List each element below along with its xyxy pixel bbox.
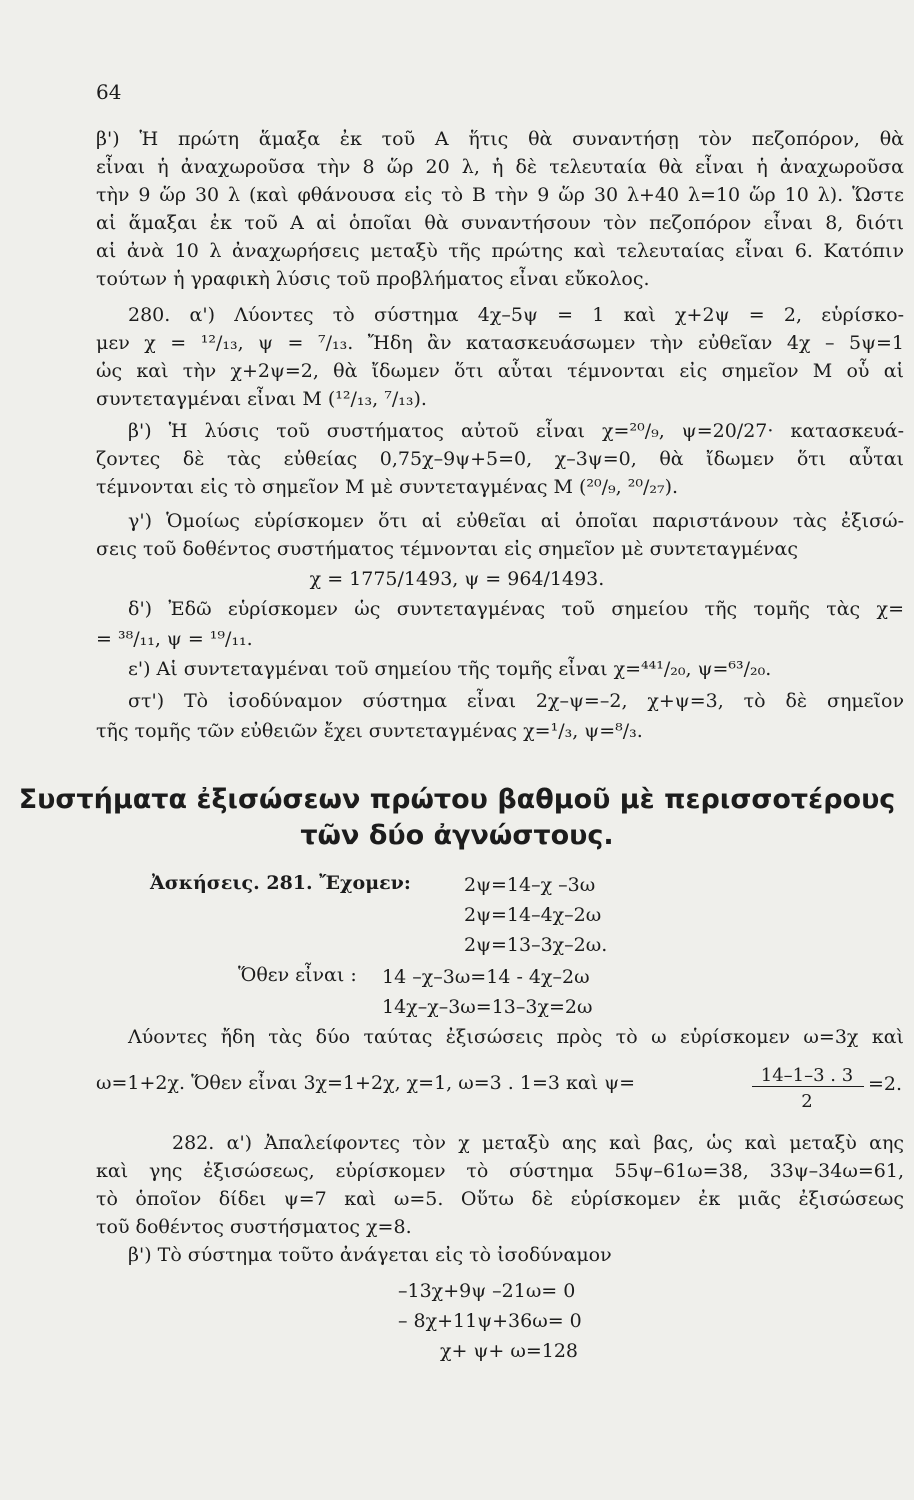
equation: 2ψ=13–3χ–2ω. [464,934,608,956]
text-line: σεις τοῦ δοθέντος συστήματος τέμνονται εἰς σημεῖον μὲ συντεταγμένας [96,538,799,560]
text-line: γ') Ὁμοίως εὑρίσκομεν ὅτι αἱ εὐθεῖαι αἱ ὁποῖαι παριστάνουν τὰς ἐξισώ- [128,510,904,532]
text-line: στ') Τὸ ἰσοδύναμον σύστημα εἶναι 2χ–ψ=–2, χ+ψ=3, τὸ δὲ σημεῖον [128,690,904,712]
exercise-280-line: 280. α') Λύοντες τὸ σύστημα 4χ–5ψ = 1 καὶ χ+2ψ = 2, εὑρίσκο- [128,304,904,326]
text-line: ζοντες δὲ τὰς εὐθείας 0,75χ–9ψ+5=0, χ–3ψ=0, θὰ ἴδωμεν ὅτι αὗται [96,448,904,470]
text-line: αἱ ἀνὰ 10 λ ἀναχωρήσεις μεταξὺ τῆς πρώτης καὶ τελευταίας εἶναι 6. Κατόπιν [96,240,904,262]
equation: 14χ–χ–3ω=13–3χ=2ω [382,996,593,1018]
text-line: Λύοντες ἤδη τὰς δύο ταύτας ἐξισώσεις πρὸς τὸ ω εὑρίσκομεν ω=3χ καὶ [128,1026,904,1048]
equation: 2ψ=14–χ –3ω [464,874,596,896]
text-line: ε') Αἱ συντεταγμέναι τοῦ σημείου τῆς τομῆς εἶναι χ=⁴⁴¹/₂₀, ψ=⁶³/₂₀. [128,658,772,680]
fraction-result: =2. [868,1073,903,1095]
text-line: β') Ἡ λύσις τοῦ συστήματος αὐτοῦ εἶναι χ=²⁰/₉, ψ=20/27· κατασκευά- [128,420,904,442]
text-line: αἱ ἅμαξαι ἐκ τοῦ Α αἱ ὁποῖαι θὰ συναντήσουν τὸν πεζοπόρον εἶναι 8, διότι [96,212,904,234]
text-line: β') Ἡ πρώτη ἅμαξα ἐκ τοῦ Α ἥτις θὰ συναντήσῃ τὸν πεζοπόρον, θὰ [96,128,904,150]
text-line: τούτων ἡ γραφικὴ λύσις τοῦ προβλήματος εἶναι εὔκολος. [96,268,650,290]
page-number: 64 [96,80,122,104]
text-line: τέμνονται εἰς τὸ σημεῖον Μ μὲ συντεταγμένας Μ (²⁰/₉, ²⁰/₂₇). [96,476,679,498]
section-heading: τῶν δύο ἀγνώστους. [300,820,614,851]
fraction-bar [752,1086,864,1087]
text-line: τὴν 9 ὥρ 30 λ (καὶ φθάνουσα εἰς τὸ Β τὴν 9 ὥρ 30 λ+40 λ=10 ὥρ 10 λ). Ὥστε [96,184,904,206]
text-line: τῆς τομῆς τῶν εὐθειῶν ἔχει συντεταγμένας χ=¹/₃, ψ=⁸/₃. [96,720,643,742]
text-line: δ') Ἐδῶ εὑρίσκομεν ὡς συντεταγμένας τοῦ σημείου τῆς τομῆς τὰς χ= [128,598,904,620]
system-equation: –13χ+9ψ –21ω= 0 [398,1280,576,1302]
exercise-282-line: 282. α') Ἀπαλείφοντες τὸν χ μεταξὺ αης καὶ βας, ὡς καὶ μεταξὺ αης [172,1132,904,1154]
text-line: συντεταγμέναι εἶναι Μ (¹²/₁₃, ⁷/₁₃). [96,388,427,410]
fraction-denominator: 2 [801,1091,813,1112]
text-line: μεν χ = ¹²/₁₃, ψ = ⁷/₁₃. Ἤδη ἂν κατασκευάσωμεν τὴν εὐθεῖαν 4χ – 5ψ=1 [96,332,904,354]
text-line: ὡς καὶ τὴν χ+2ψ=2, θὰ ἴδωμεν ὅτι αὗται τέμνονται εἰς σημεῖον Μ οὗ αἱ [96,360,904,382]
system-equation: χ+ ψ+ ω=128 [440,1340,579,1362]
exercise-label: Ἀσκήσεις. 281. Ἔχομεν: [150,872,411,894]
section-heading: Συστήματα ἐξισώσεων πρώτου βαθμοῦ μὲ περισσοτέρους [18,784,896,815]
fraction-numerator: 14–1–3 . 3 [760,1065,854,1086]
text-line: τοῦ δοθέντος συστήσματος χ=8. [96,1216,412,1238]
text-label: Ὅθεν εἶναι : [238,964,357,986]
text-line: ω=1+2χ. Ὅθεν εἶναι 3χ=1+2χ, χ=1, ω=3 . 1=3 καὶ ψ= [96,1072,636,1094]
text-line: β') Τὸ σύστημα τοῦτο ἀνάγεται εἰς τὸ ἰσοδύναμον [128,1244,612,1266]
equation: 2ψ=14–4χ–2ω [464,904,602,926]
centered-equation: χ = 1775/1493, ψ = 964/1493. [309,568,605,590]
text-line: τὸ ὁποῖον δίδει ψ=7 καὶ ω=5. Οὕτω δὲ εὑρίσκομεν ἐκ μιᾶς ἐξισώσεως [96,1188,904,1210]
text-line: = ³⁸/₁₁, ψ = ¹⁹/₁₁. [96,628,253,650]
system-equation: – 8χ+11ψ+36ω= 0 [398,1310,582,1332]
text-line: καὶ γης ἐξισώσεως, εὑρίσκομεν τὸ σύστημα 55ψ–61ω=38, 33ψ–34ω=61, [96,1160,904,1182]
text-line: εἶναι ἡ ἀναχωροῦσα τὴν 8 ὥρ 20 λ, ἡ δὲ τελευταία θὰ εἶναι ἡ ἀναχωροῦσα [96,156,904,178]
equation: 14 –χ–3ω=14 - 4χ–2ω [382,966,590,988]
